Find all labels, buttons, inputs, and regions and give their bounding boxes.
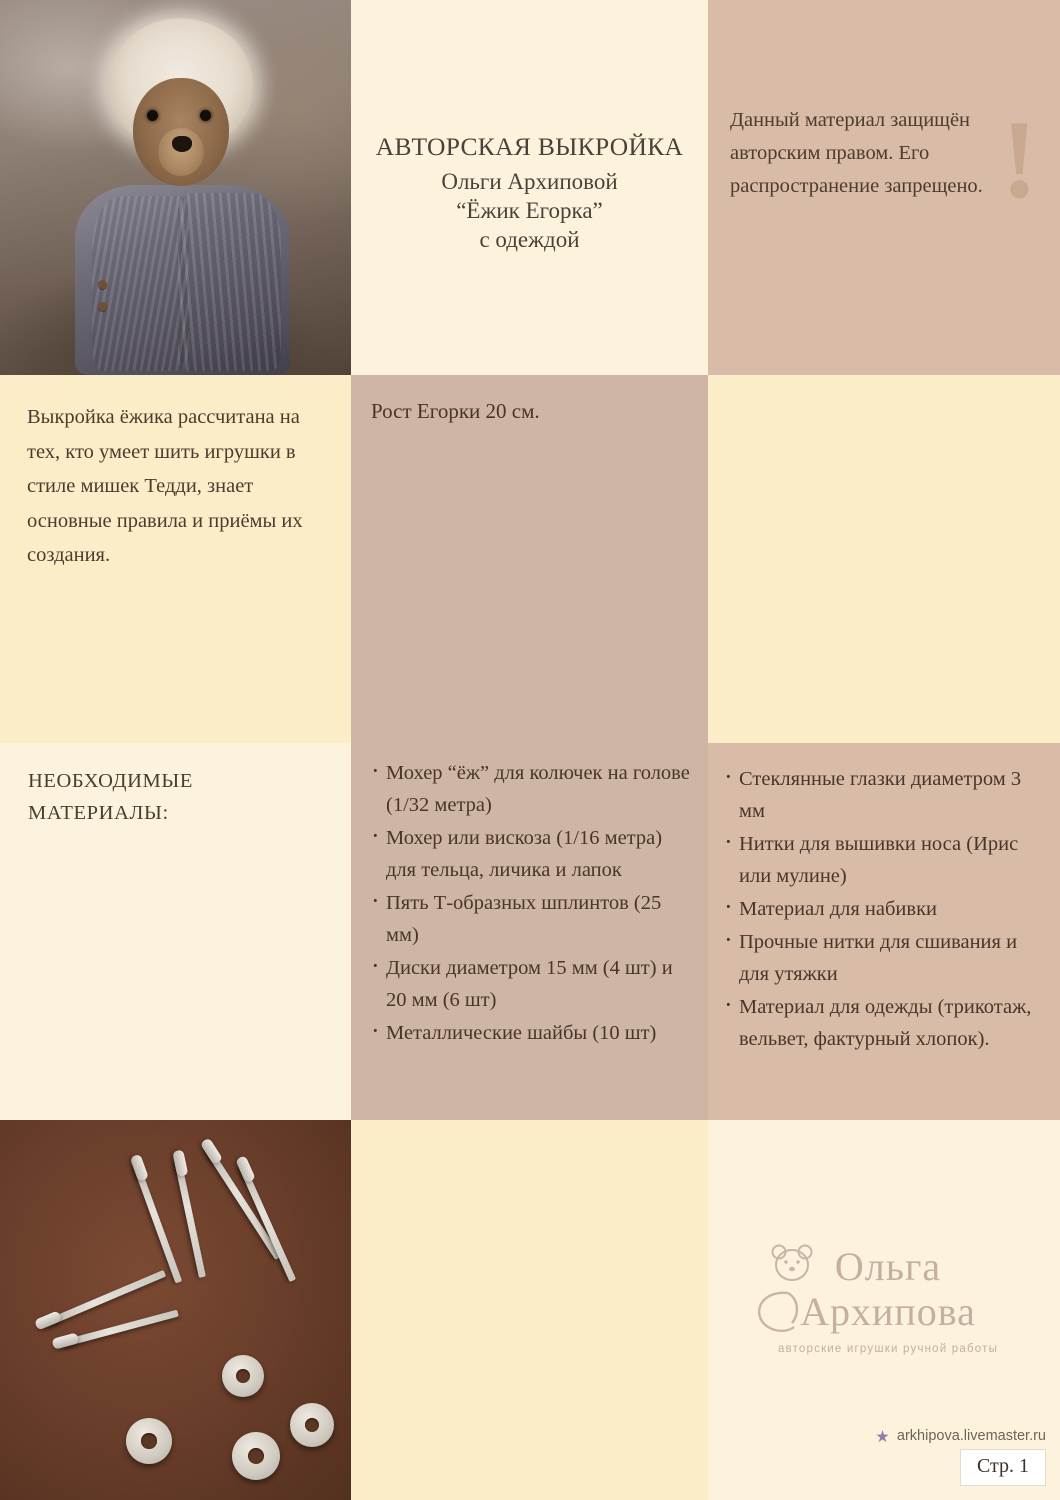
list-item: · Нитки для вышивки носа (Ирис или мулине)	[722, 828, 1046, 892]
hedgehog-eye-left	[147, 110, 158, 121]
intro-text: Выкройка ёжика рассчитана на тех, кто умеет шить игрушки в стиле мишек Тедди, знает основные правила и приёмы их создания.	[27, 406, 303, 566]
list-item: · Мохер “ёж” для колючек на голове (1/32 метра)	[369, 757, 696, 821]
watermark	[875, 1428, 1046, 1444]
materials-heading-line1: НЕОБХОДИМЫЕ	[28, 770, 193, 792]
height-block	[351, 375, 708, 743]
exclamation-icon: !	[1000, 98, 1038, 222]
page-title: АВТОРСКАЯ ВЫКРОЙКА	[375, 132, 684, 161]
hedgehog-eye-right	[200, 110, 211, 121]
sweater-button-bottom	[98, 302, 107, 311]
page-number: Стр. 1	[960, 1449, 1046, 1486]
title-pattern-name: “Ёжик Егорка”	[456, 198, 603, 223]
list-item: · Диски диаметром 15 мм (4 шт) и 20 мм (6 шт)	[369, 952, 696, 1016]
bear-head-icon	[770, 1243, 814, 1283]
materials-heading-line2: МАТЕРИАЛЫ:	[28, 802, 169, 824]
materials-row	[0, 743, 1060, 1120]
sweater-button-top	[98, 280, 107, 289]
cotter-pin	[61, 1310, 179, 1348]
hardware-photo	[0, 1120, 351, 1500]
cotter-pin	[133, 1164, 182, 1284]
logo-subtitle: авторские игрушки ручной работы	[777, 1343, 999, 1355]
logo-block	[708, 1120, 1060, 1500]
footer-spacer	[351, 1120, 708, 1500]
metal-washer	[222, 1355, 264, 1397]
brand-logo	[748, 1245, 1028, 1355]
hedgehog-sweater	[75, 185, 290, 375]
livemaster-icon	[875, 1429, 890, 1444]
list-item: · Мохер или вискоза (1/16 метра) для тельца, личика и лапок	[369, 822, 696, 886]
materials-list-2	[722, 763, 1046, 1055]
monogram-loop-icon	[754, 1289, 806, 1335]
header-row	[0, 0, 1060, 375]
copyright-notice	[708, 0, 1060, 375]
title-extra: с одеждой	[479, 227, 580, 252]
copyright-text: Данный материал защищён авторским правом. Его распространение запрещено.	[730, 109, 983, 197]
logo-line-2: Архипова	[800, 1289, 976, 1334]
list-item: · Материал для набивки	[722, 893, 1046, 925]
metal-washer	[232, 1432, 280, 1480]
height-text: Рост Егорки 20 см.	[371, 399, 540, 423]
footer-row	[0, 1120, 1060, 1500]
cotter-pin	[239, 1165, 296, 1282]
hedgehog-nose	[172, 136, 192, 152]
title-block	[351, 0, 708, 375]
list-item: · Прочные нитки для сшивания и для утяжки	[722, 926, 1046, 990]
materials-column-2	[708, 743, 1060, 1120]
materials-column-1	[351, 743, 708, 1120]
intro-row	[0, 375, 1060, 743]
list-item: · Стеклянные глазки диаметром 3 мм	[722, 763, 1046, 827]
intro-block	[0, 375, 351, 743]
materials-heading	[0, 743, 351, 1120]
cotter-pin	[174, 1159, 206, 1278]
hedgehog-photo	[0, 0, 351, 375]
metal-washer	[126, 1418, 172, 1464]
list-item: · Материал для одежды (трикотаж, вельвет, фактурный хлопок).	[722, 991, 1046, 1055]
list-item: · Металлические шайбы (10 шт)	[369, 1017, 696, 1049]
watermark-text: arkhipova.livemaster.ru	[896, 1428, 1046, 1444]
materials-list-1	[369, 757, 696, 1049]
title-author: Ольги Архиповой	[441, 169, 618, 194]
logo-line-1: Ольга	[834, 1244, 942, 1289]
list-item: · Пять Т-образных шплинтов (25 мм)	[369, 887, 696, 951]
spacer-block	[708, 375, 1060, 743]
metal-washer	[290, 1403, 334, 1447]
